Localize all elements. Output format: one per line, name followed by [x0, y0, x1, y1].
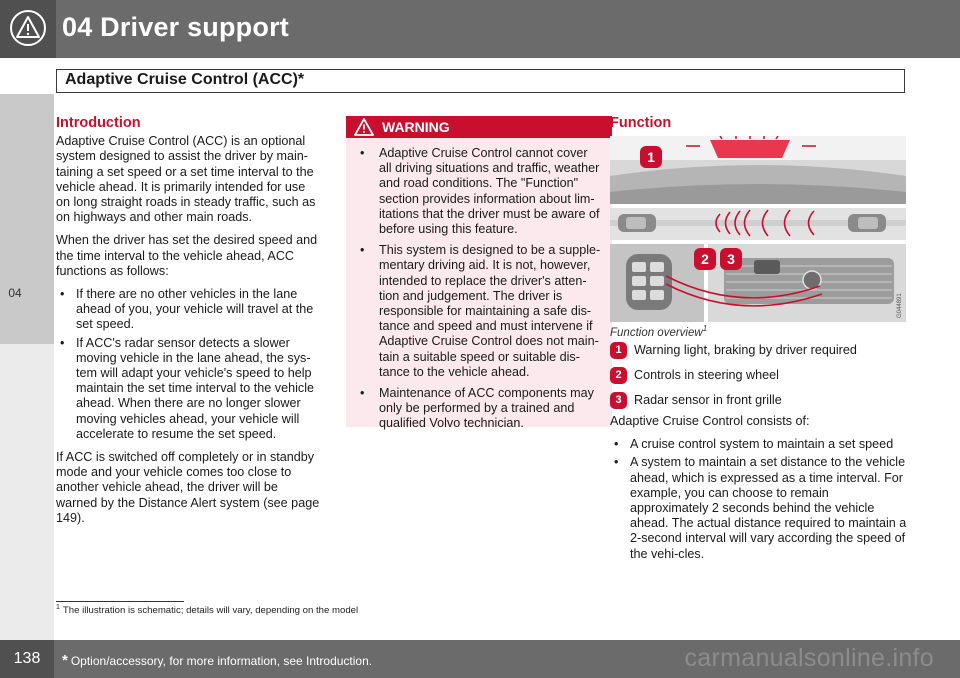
svg-text:2: 2: [701, 251, 709, 267]
intro-bullet-list: [56, 287, 322, 442]
function-description: [610, 414, 910, 570]
list-item: • Adaptive Cruise Control cannot cover all driving situations and traffic, weather and road conditions. The "Function" section provides information about lim-itations that the driver must be aware of before using this feature.: [356, 146, 602, 237]
side-strip: [0, 344, 54, 640]
warning-body: [346, 138, 612, 432]
footnote-text: The illustration is schematic; details will vary, depending on the model: [62, 605, 359, 617]
footnote-ref: 1: [702, 324, 708, 333]
legend-number: 3: [610, 392, 627, 409]
figure-legend: [610, 342, 910, 410]
page-number: 138: [13, 650, 41, 667]
figure-callout-3: [720, 248, 742, 270]
figure-callout-2: [694, 248, 716, 270]
list-item: • If there are no other vehicles in the lane ahead of you, your vehicle will travel at the set speed.: [56, 287, 322, 333]
section-title: Adaptive Cruise Control (ACC)*: [65, 71, 305, 88]
legend-text: Warning light, braking by driver required: [634, 343, 857, 357]
chapter-side-tab: [0, 94, 54, 344]
legend-text: Radar sensor in front grille: [634, 393, 782, 407]
figure-caption-text: Function overview: [610, 326, 703, 339]
asterisk: *: [62, 652, 68, 669]
intro-paragraph: If ACC is switched off completely or in standby mode and your vehicle comes too close to another vehicle ahead, the driver will be warned by the Distance Alert system (see page 149).: [56, 450, 320, 525]
warning-triangle-icon: [354, 117, 374, 137]
warning-header: [346, 116, 612, 138]
function-bullet-list: [610, 437, 910, 562]
figure-callout-1: [640, 146, 662, 168]
intro-paragraph: When the driver has set the desired speed and the time interval to the vehicle ahead, ACC functions as follows:: [56, 233, 318, 278]
list-item: • This system is designed to be a supple-mentary driving aid. It is not, however, intended to replace the driver's atten-tion and judgement. The driver is responsible for maintaining a safe dis-tance and speed and must intervene if Adaptive Cruise Control does not main-tain a suitable speed or suitable dis-tance to the vehicle ahead.: [356, 243, 602, 380]
footer-note: [62, 652, 372, 669]
list-item: • If ACC's radar sensor detects a slower moving vehicle in the lane ahead, the sys-tem will adapt your vehicle's speed to help maintain the set time interval to the vehicle ahead. When there are no longer slower moving vehicles ahead, your vehicle will accelerate to resume the set speed.: [56, 336, 322, 442]
intro-paragraph: Adaptive Cruise Control (ACC) is an optional system designed to assist the driver by main-taining a set speed or a set time interval to the vehicle ahead. It is primarily intended for use on long straight roads in steady traffic, such as on highways and other main roads.: [56, 134, 316, 225]
chapter-header: [0, 0, 960, 58]
warning-box: [346, 116, 612, 431]
footer-note-text: Option/accessory, for more information, see Introduction.: [70, 654, 373, 668]
chapter-title: 04 Driver support: [62, 12, 289, 42]
ego-car-icon: [618, 214, 656, 232]
svg-text:3: 3: [727, 251, 735, 267]
footnote-number: 1: [56, 604, 60, 611]
chapter-icon-box: [0, 0, 56, 58]
legend-item: [610, 392, 910, 410]
legend-number: 1: [610, 342, 627, 359]
legend-number: 2: [610, 367, 627, 384]
svg-text:1: 1: [647, 149, 655, 165]
watermark: carmanualsonline.info: [684, 644, 934, 672]
section-title-bar: [56, 69, 905, 93]
function-paragraph: Adaptive Cruise Control consists of:: [610, 414, 810, 428]
list-item: • Maintenance of ACC components may only be performed by a trained and qualified Volvo technician.: [356, 386, 602, 432]
function-heading: Function: [610, 115, 672, 131]
list-item: • A system to maintain a set distance to the vehicle ahead, which is expressed as a time interval. For example, you can choose to remain approximately 2 seconds behind the vehicle ahead. The actual distance required to maintain a 2-second interval will vary according the speed of the vehi-cles.: [610, 455, 910, 561]
introduction-column: [56, 116, 322, 534]
list-item: • A cruise control system to maintain a set speed: [610, 437, 910, 452]
function-overview-illustration: [610, 136, 906, 322]
footnote-rule: [56, 601, 184, 602]
figure-code: G044891: [897, 293, 903, 318]
warning-label: WARNING: [382, 119, 450, 135]
side-tab-label: 04: [8, 286, 22, 300]
footnote: [56, 604, 358, 616]
legend-item: [610, 367, 910, 385]
legend-item: [610, 342, 910, 360]
function-column: [610, 116, 910, 134]
figure-caption: [610, 324, 707, 339]
warning-bullet-list: [356, 146, 602, 432]
page-footer: [0, 640, 960, 678]
lead-car-icon: [848, 214, 886, 232]
legend-text: Controls in steering wheel: [634, 368, 779, 382]
warning-triangle-icon: [9, 9, 47, 47]
page-number-box: [0, 640, 54, 678]
introduction-heading: Introduction: [56, 115, 141, 131]
